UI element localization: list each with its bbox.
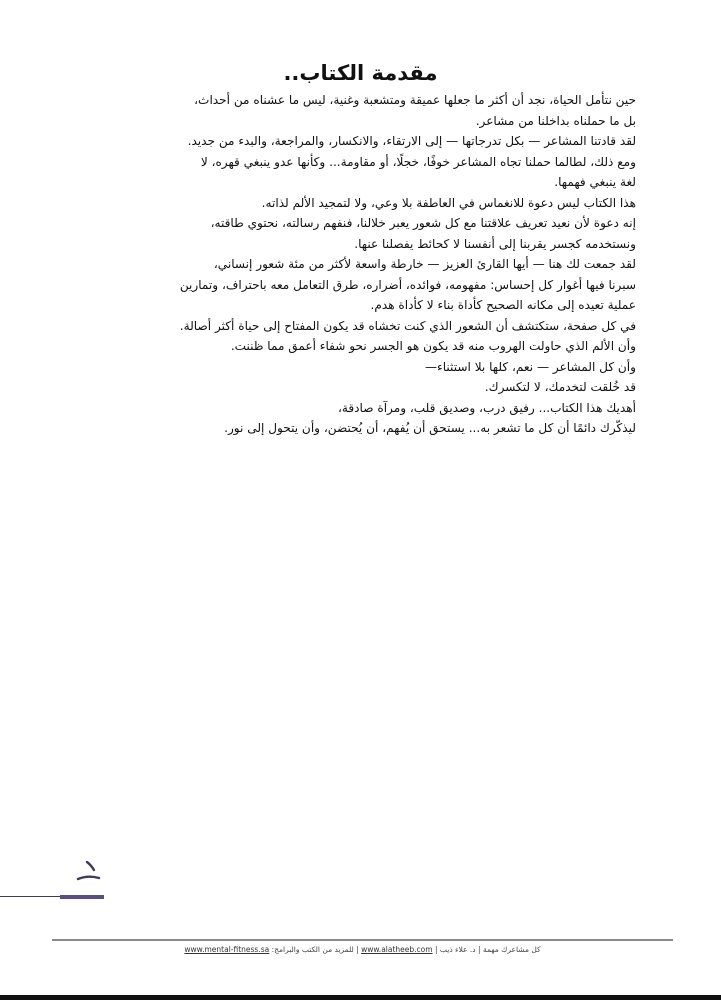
footer-link-alatheeb[interactable]: www.alatheeb.com [361, 945, 433, 954]
accent-bar [60, 895, 104, 899]
paragraph-line: إنه دعوة لأن نعيد تعريف علاقتنا مع كل شعور يعبر خلالنا، فنفهم رسالته، نحتوي طاقته، [210, 216, 636, 230]
paragraph-line: قد خُلقت لتخدمك، لا لتكسرك. [484, 380, 636, 394]
paragraph-line: بل ما حملناه بداخلنا من مشاعر. [475, 113, 636, 128]
footer-author: د. علاء ذيب [439, 945, 476, 954]
paragraph-line: وأن كل المشاعر — نعم، كلها بلا استثناء— [424, 359, 636, 374]
paragraph-line: ونستخدمه كجسر يقربنا إلى أنفسنا لا كحائط يفصلنا عنها. [354, 236, 636, 251]
paragraph-line: حين نتأمل الحياة، نجد أن أكثر ما جعلها عميقة ومتشعبة وغنية، ليس ما عشناه من أحداث، [194, 93, 636, 107]
paragraph-line: عملية تعيده إلى مكانه الصحيح كأداة بناء لا كأداة هدم. [370, 298, 636, 312]
decorative-line [0, 896, 60, 897]
paragraph-line: ليذكّرك دائمًا أن كل ما تشعر به... يستحق أن يُفهم، أن يُحتضن، وأن يتحول إلى نور. [224, 421, 636, 435]
paragraph-line: أهديك هذا الكتاب... رفيق درب، وصديق قلب، ومرآة صادقة، [338, 400, 636, 415]
paragraph-line: لقد جمعت لك هنا — أيها القارئ العزيز — خارطة واسعة لأكثر من مئة شعور إنساني، [213, 257, 636, 271]
page-title: مقدمة الكتاب.. [283, 61, 438, 85]
footer-divider [52, 939, 673, 941]
footer-separator: | [478, 945, 481, 954]
bottom-edge-strip [0, 995, 721, 1000]
footer-separator: | [356, 945, 359, 954]
paragraph-line: سبرنا فيها أغوار كل إحساس: مفهومه، فوائده، أضراره، طرق التعامل معه باحتراف، وتمارين [179, 277, 636, 292]
paragraph-line: ومع ذلك، لطالما حملنا تجاه المشاعر خوفًا، خجلًا، أو مقاومة... وكأنها عدو ينبغي قهره، لا [200, 154, 636, 169]
paragraph-line: لغة ينبغي فهمها. [554, 175, 636, 189]
paragraph-line: هذا الكتاب ليس دعوة للانغماس في العاطفة بلا وعي، ولا لتمجيد الألم لذاته. [261, 195, 636, 210]
footer [52, 944, 673, 956]
paragraph-line: في كل صفحة، ستكتشف أن الشعور الذي كنت تخشاه قد يكون المفتاح إلى حياة أكثر أصالة. [179, 318, 636, 333]
logo-middle-stroke [78, 877, 99, 879]
footer-separator: | [434, 945, 438, 954]
footer-more-label: للمزيد من الكتب والبرامج: [271, 945, 354, 954]
introduction-body [108, 90, 636, 439]
paragraph-line: لقد قادتنا المشاعر — بكل تدرجاتها — إلى الارتقاء، والانكسار، والمراجعة، والبدء من جديد. [187, 134, 636, 148]
footer-link-mental-fitness[interactable]: www.mental-fitness.sa [184, 945, 270, 954]
paragraph-line: وأن الألم الذي حاولت الهروب منه قد يكون هو الجسر نحو شفاء أعمق مما ظننت. [230, 339, 636, 353]
footer-tagline: كل مشاعرك مهمة [482, 945, 541, 954]
logo-top-stroke [87, 862, 94, 870]
